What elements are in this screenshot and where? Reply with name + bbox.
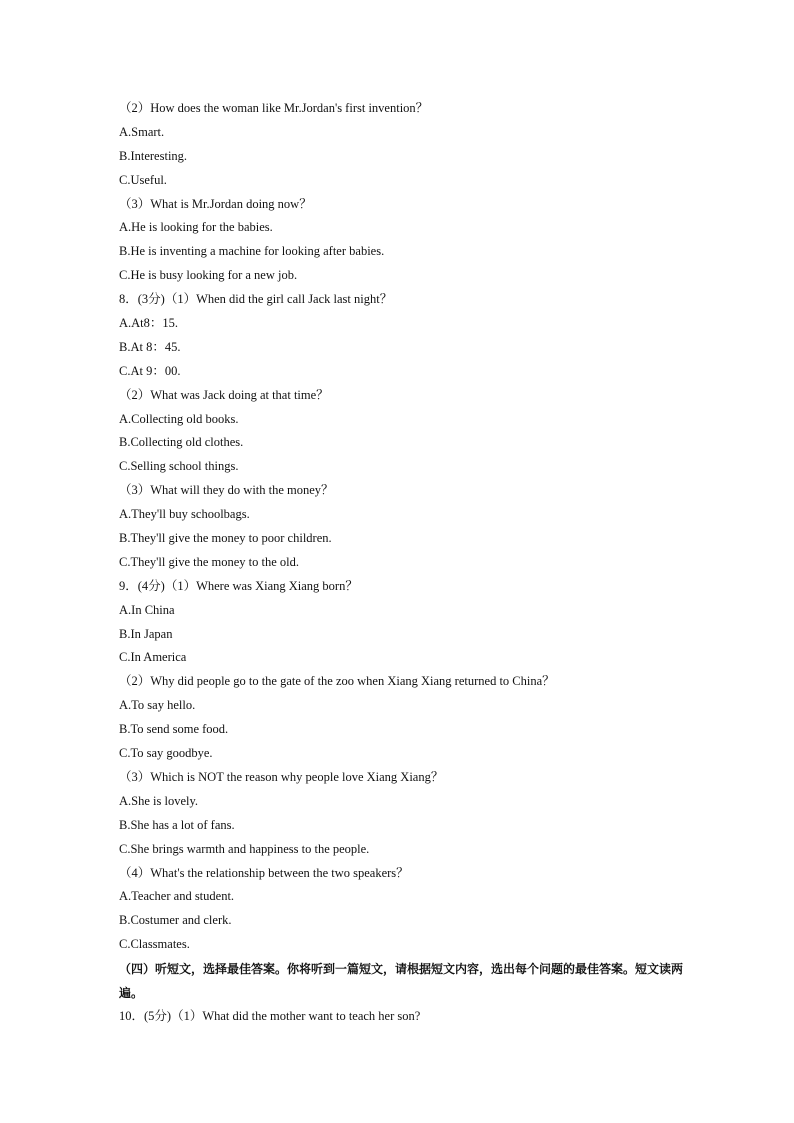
answer-option: A.At8：15. (119, 316, 179, 331)
answer-option: B.She has a lot of fans. (119, 817, 235, 832)
question-text: 9．(4分)（1）Where was Xiang Xiang born？ (119, 578, 358, 593)
answer-option: C.She brings warmth and happiness to the people. (119, 841, 370, 856)
question-text: （3）What will they do with the money？ (119, 483, 334, 498)
answer-option: A.He is looking for the babies. (119, 220, 273, 235)
answer-option: C.At 9：00. (119, 363, 181, 378)
question-text: （2）How does the woman like Mr.Jordan's first invention？ (119, 101, 429, 115)
question-text: 8．(3分)（1）When did the girl call Jack last night？ (119, 292, 393, 307)
question-text: 10．(5分)（1）What did the mother want to teach her son? (119, 1009, 421, 1024)
question-text: （2）Why did people go to the gate of the zoo when Xiang Xiang returned to China？ (119, 674, 555, 689)
question-text: （3）Which is NOT the reason why people love Xiang Xiang？ (119, 769, 444, 784)
answer-option: C.In America (119, 650, 187, 665)
answer-option: A.In China (119, 602, 175, 617)
answer-option: C.He is busy looking for a new job. (119, 268, 298, 283)
answer-option: B.He is inventing a machine for looking after babies. (119, 244, 385, 259)
answer-option: A.Collecting old books. (119, 411, 239, 426)
answer-option: C.Selling school things. (119, 459, 239, 474)
answer-option: A.To say hello. (119, 698, 196, 713)
answer-option: A.Teacher and student. (119, 889, 235, 904)
answer-option: C.To say goodbye. (119, 746, 213, 761)
answer-option: A.Smart. (119, 124, 165, 139)
question-text: （4）What's the relationship between the two speakers？ (119, 865, 409, 880)
answer-option: B.At 8：45. (119, 339, 181, 354)
answer-option: C.They'll give the money to the old. (119, 554, 299, 569)
answer-option: B.They'll give the money to poor children. (119, 531, 332, 546)
answer-option: B.Collecting old clothes. (119, 435, 244, 450)
question-text: （3）What is Mr.Jordan doing now？ (119, 196, 312, 211)
answer-option: B.Interesting. (119, 148, 188, 163)
question-list (119, 97, 689, 1029)
question-text: （2）What was Jack doing at that time？ (119, 387, 329, 402)
answer-option: B.In Japan (119, 626, 173, 641)
answer-option: B.Costumer and clerk. (119, 913, 232, 928)
answer-option: A.She is lovely. (119, 793, 199, 808)
section-heading: （四）听短文，选择最佳答案。你将听到一篇短文，请根据短文内容，选出每个问题的最佳答案。短文读两遍。 (119, 962, 684, 1001)
answer-option: C.Classmates. (119, 937, 190, 952)
answer-option: B.To send some food. (119, 722, 229, 737)
answer-option: A.They'll buy schoolbags. (119, 507, 250, 522)
answer-option: C.Useful. (119, 172, 167, 187)
